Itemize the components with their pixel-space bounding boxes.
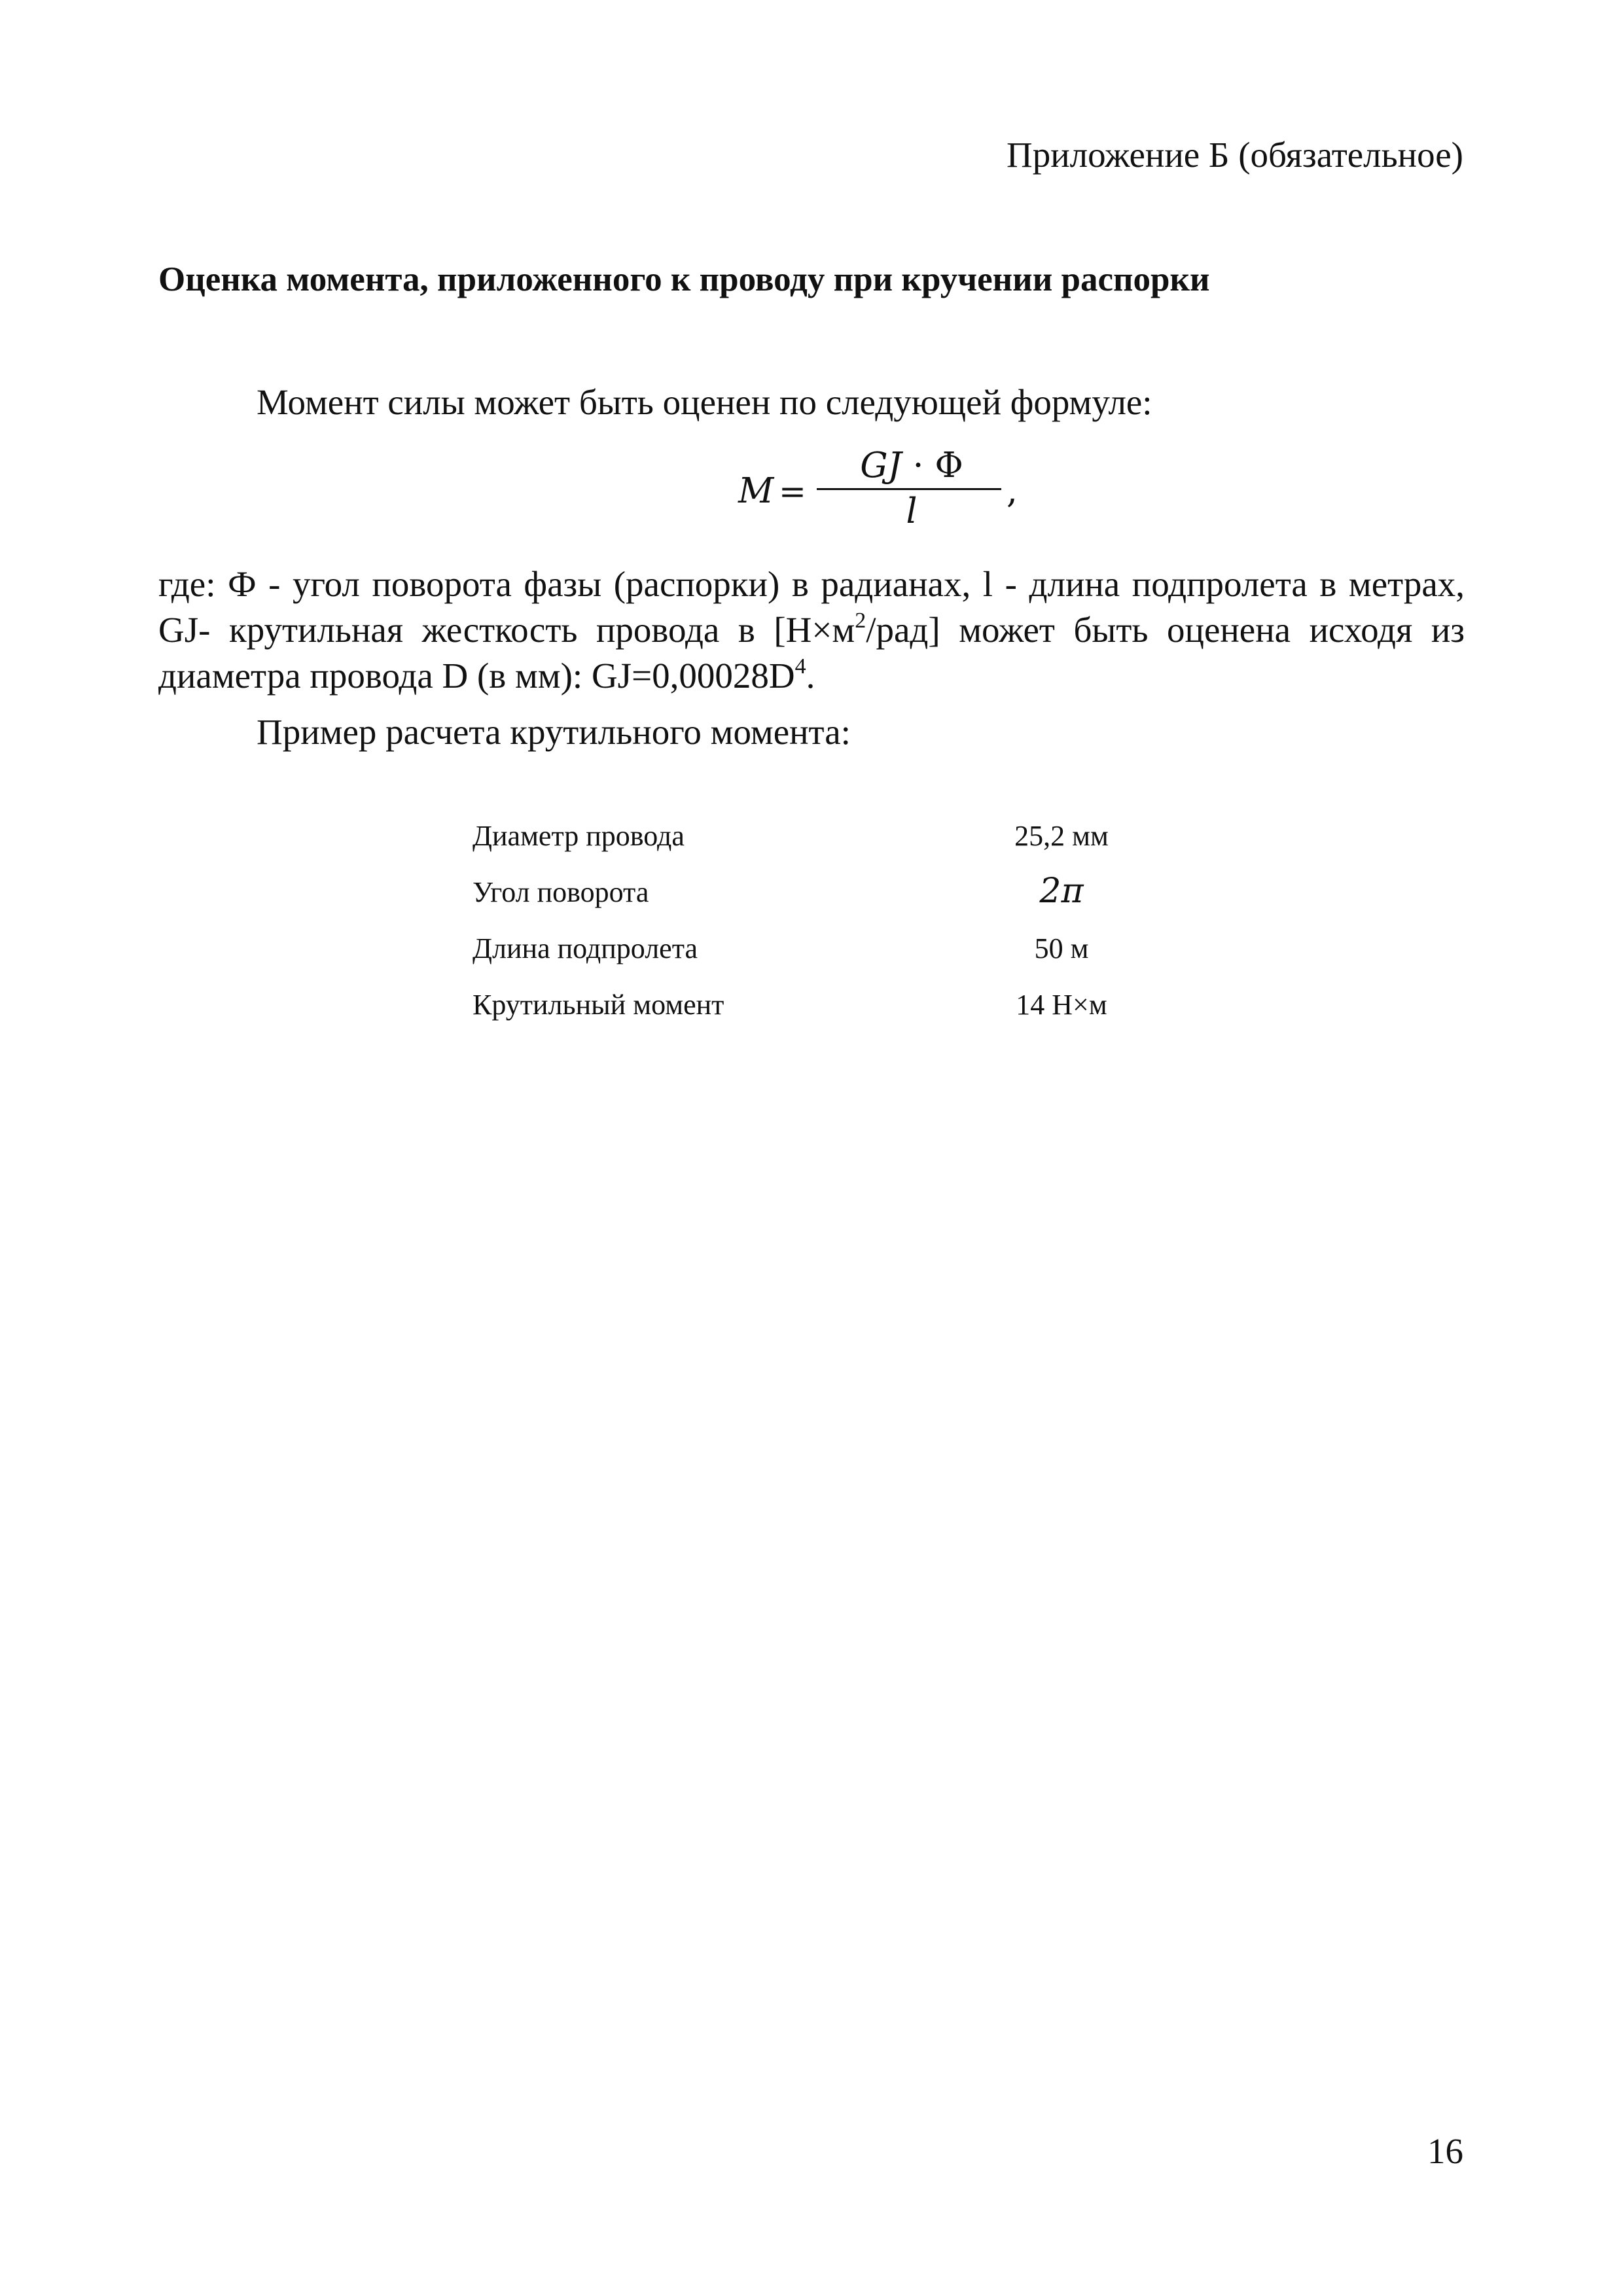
formula-comma: , [1007,471,1018,511]
param-label: Длина подпролета [473,932,698,964]
explanation-text-3: . [806,656,815,696]
param-value: 25,2 мм [1014,820,1109,852]
page-number: 16 [1427,2131,1463,2171]
param-label: Диаметр провода [473,820,685,852]
param-value: 2π [1039,872,1084,911]
param-row [473,872,1127,932]
formula-lhs: M [738,471,774,511]
param-label: Угол поворота [473,876,649,908]
param-row [473,932,1127,988]
explanation-superscript-2: 4 [794,654,806,679]
formula-denominator: l [906,491,918,531]
intro-paragraph: Момент силы может быть оценен по следующей формуле: [257,382,1152,422]
formula-fraction [817,445,1007,533]
param-row [473,819,1127,875]
formula-numerator-gj: GJ [860,446,902,486]
explanation-paragraph [158,561,1465,699]
param-value: 14 Н×м [1016,989,1107,1021]
explanation-text-1: где: Ф - угол поворота фазы (распорки) в радианах, l - длина подпролета в метрах, GJ- крутильная жесткость провода в [Н×м [158,564,1465,650]
param-label: Крутильный момент [473,989,724,1021]
param-value: 50 м [1034,932,1089,964]
appendix-label: Приложение Б (обязательное) [1006,135,1463,175]
moment-formula [733,445,1018,543]
param-row [473,988,1127,1044]
section-title: Оценка момента, приложенного к проводу при кручении распорки [158,260,1210,298]
formula-numerator-op: · [901,446,935,486]
formula-numerator-phi: Φ [935,446,963,486]
explanation-text-2: /рад] может быть оценена исходя из диаметра провода D (в мм): GJ=0,00028D [158,610,1465,696]
formula-equals: = [779,472,806,510]
explanation-superscript-1: 2 [855,609,866,633]
example-intro: Пример расчета крутильного момента: [257,712,851,752]
example-parameters-table [473,819,1127,1044]
formula-numerator [817,445,1007,487]
